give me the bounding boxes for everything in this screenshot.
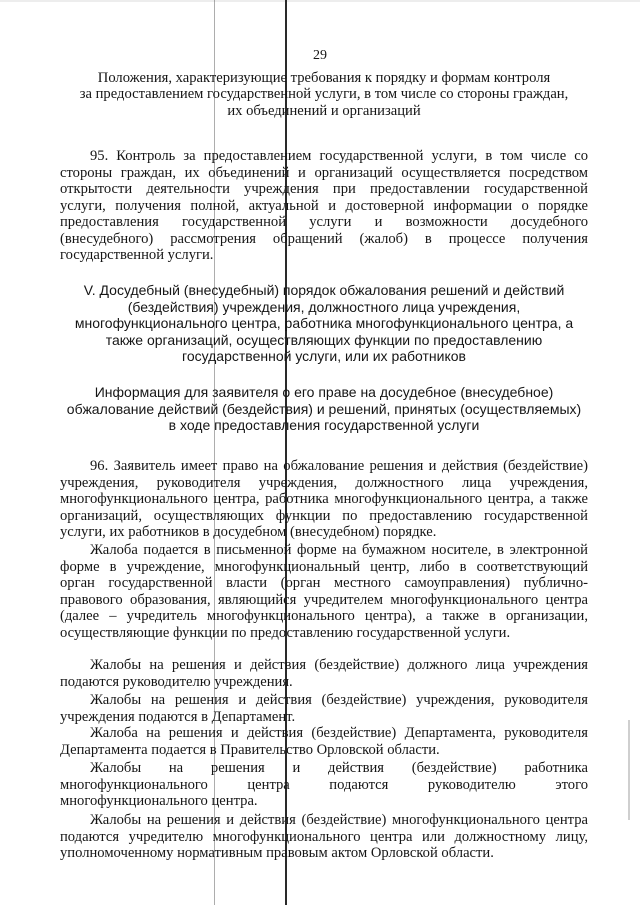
word: действия [328,760,384,776]
heading-line: Положения, характеризующие требования к порядку и формам контроля [97,70,551,86]
text-line: орган государственной власти (орган местного самоуправления) публично- [60,575,588,591]
text-line: государственной услуги. [60,247,214,263]
text-line: учреждения подаются в Департамент. [60,708,296,725]
heading-line: (бездействия) учреждения, должностного лица учреждения, [127,298,521,315]
text-line: (внесудебного) рассмотрения обращений (жалоб) в процессе получения [60,230,588,247]
text-line: услуги, получения полной, актуальной и достоверной информации о порядке [60,197,588,214]
text-line: Департамента подается в Правительство Орловской области. [60,741,440,758]
scan-right-edge [628,720,630,820]
word: решения [210,760,265,776]
text-line: Жалоба на решения и действия (бездействие) Департамента, руководителя [90,725,588,741]
paragraph-96 [60,458,588,541]
heading-line: в ходе предоставления государственной услуги [168,417,480,434]
text-line: предоставления государственной услуги и возможности досудебного [60,214,588,230]
text-line: многофункционального центра, работника многофункционального центра, а также [60,491,588,507]
text-line [60,777,588,794]
text-line: правового образования, являющийся учредителем многофункционального центра [60,591,588,608]
text-line: подаются учредителю многофункционального центра или должностному лицу, [60,828,588,845]
word: работника [524,760,588,776]
paragraph-official [60,657,588,690]
word: на [168,760,184,776]
word: центра [247,776,290,793]
word: (бездействие) [411,760,497,776]
text-line: уполномоченному нормативным правовым актом Орловской области. [60,845,494,861]
paragraph-mfc [60,812,588,862]
text-line: услуги, их работников в досудебном (внесудебном) порядке. [60,524,437,540]
heading-line: многофункционального центра, работника многофункционального центра, а [74,315,574,332]
text-line: Жалобы на решения и действия (бездействие) многофункционального центра [90,812,588,828]
text-line: стороны граждан, их объединений и организаций осуществляется посредством [60,164,588,181]
scan-top-edge [0,0,640,2]
word: этого [555,776,589,793]
word: многофункционального [60,776,208,793]
text-line: (далее – учредитель многофункционального центра), а также в организации, [60,608,588,624]
text-line: Жалобы на решения и действия (бездействие) должного лица учреждения [90,657,588,673]
heading-line: также организаций, осуществляющих функции по предоставлению [105,331,543,348]
heading-line: Информация для заявителя о его праве на досудебное (внесудебное) [94,384,554,400]
text-line: многофункционального центра. [60,793,258,809]
text-line: 95. Контроль за предоставлением государственной услуги, в том числе со [90,148,588,164]
word: руководителю [427,776,516,793]
info-heading [60,384,588,434]
text-line: Жалоба подается в письменной форме на бумажном носителе, в электронной [90,542,588,558]
text-line: открытости деятельности учреждения при предоставлении государственной [60,181,588,197]
heading-line: за предоставлением государственной услуги, в том числе со стороны граждан, [79,86,569,103]
word: и [292,760,301,776]
word: Жалобы [90,760,142,776]
text-line: Жалобы на решения и действия (бездействие) учреждения, руководителя [90,692,588,708]
control-section-heading [60,70,588,119]
paragraph-department [60,725,588,758]
paragraph-95 [60,148,588,264]
heading-line: государственной услуги, или их работников [182,348,466,365]
word: подаются [329,776,389,793]
text-line: форме в учреждение, многофункциональный центр, либо в соответствующий [60,558,588,575]
paragraph-complaint-form [60,542,588,641]
heading-line: V. Досудебный (внесудебный) порядок обжалования решений и действий [83,282,565,298]
paragraph-mfc-worker [60,760,588,810]
text-line: осуществляющие функции по предоставлению государственной услуги. [60,624,511,641]
text-line: подаются руководителю учреждения. [60,673,293,690]
text-line: организаций, осуществляющих функции по предоставлению государственной [60,507,588,524]
heading-line: обжалование действий (бездействия) и решений, принятых (осуществляемых) [66,400,582,417]
heading-line: их объединений и организаций [227,102,421,119]
text-line: 96. Заявитель имеет право на обжалование решения и действия (бездействие) [90,458,588,474]
section-v-heading [60,282,588,365]
text-line: учреждения, руководителя учреждения, должностного лица учреждения, [60,474,588,491]
text-line [60,760,588,777]
paragraph-head [60,692,588,725]
page-number: 29 [313,48,327,63]
